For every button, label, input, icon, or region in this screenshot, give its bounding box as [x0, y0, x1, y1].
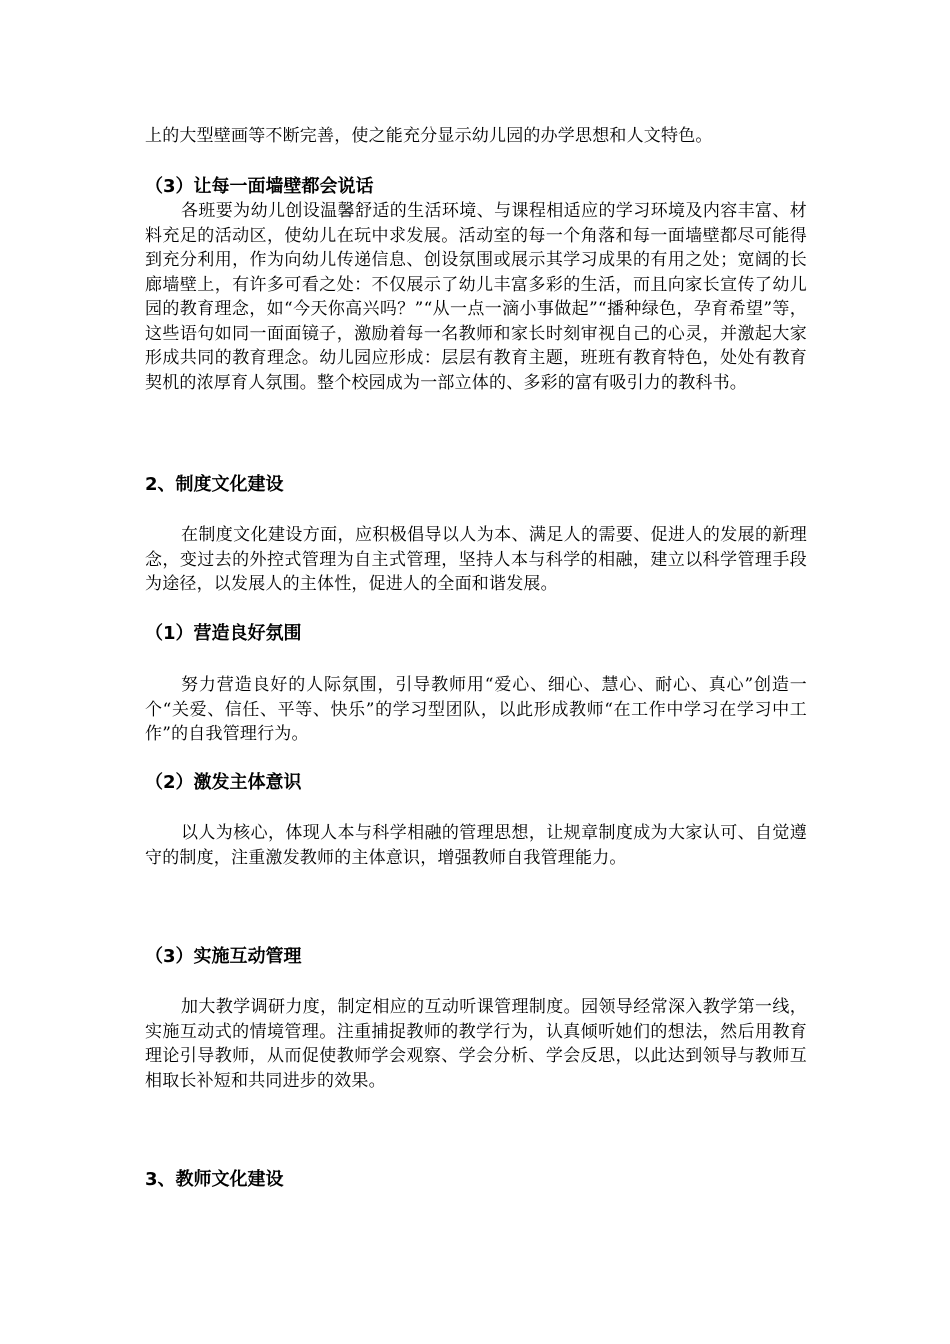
- paragraph-interactive-management: 加大教学调研力度，制定相应的互动听课管理制度。园领导经常深入教学第一线，实施互动式的情境管理。注重捕捉教师的教学行为，认真倾听她们的想法，然后用教育理论引导教师，从而促使教师学会观察、学会分析、学会反思，以此达到领导与教师互相取长补短和共同进步的效果。: [145, 997, 807, 1091]
- paragraph-system-culture: 在制度文化建设方面，应积极倡导以人为本、满足人的需要、促进人的发展的新理念，变过去的外控式管理为自主式管理，坚持人本与科学的相融，建立以科学管理手段为途径，以发展人的主体性，促进人的全面和谐发展。: [145, 525, 807, 594]
- paragraph-atmosphere: 努力营造良好的人际氛围，引导教师用“爱心、细心、慧心、耐心、真心”创造一个“关爱、信任、平等、快乐”的学习型团队，以此形成教师“在工作中学习在学习中工作”的自我管理行为。: [145, 675, 807, 744]
- heading-system-culture: 2、制度文化建设: [145, 474, 284, 495]
- heading-teacher-culture: 3、教师文化建设: [145, 1169, 284, 1190]
- paragraph-wall-talk: 各班要为幼儿创设温馨舒适的生活环境、与课程相适应的学习环境及内容丰富、材料充足的活动区，使幼儿在玩中求发展。活动室的每一个角落和每一面墙壁都尽可能得到充分利用，作为向幼儿传递信息、创设氛围或展示其学习成果的有用之处；宽阔的长廊墙壁上，有许多可看之处：不仅展示了幼儿丰富多彩的生活，而且向家长宣传了幼儿园的教育理念，如“今天你高兴吗？”“从一点一滴小事做起”“播种绿色，孕育希望”等，这些语句如同一面面镜子，激励着每一名教师和家长时刻审视自己的心灵，并激起大家形成共同的教育理念。幼儿园应形成：层层有教育主题，班班有教育特色，处处有教育契机的浓厚育人氛围。整个校园成为一部立体的、多彩的富有吸引力的教科书。: [145, 201, 807, 393]
- heading-atmosphere: （1）营造良好氛围: [145, 623, 302, 644]
- heading-interactive-management: （3）实施互动管理: [145, 946, 302, 967]
- paragraph-subject-awareness: 以人为核心，体现人本与科学相融的管理思想，让规章制度成为大家认可、自觉遵守的制度，注重激发教师的主体意识，增强教师自我管理能力。: [145, 823, 807, 868]
- heading-subject-awareness: （2）激发主体意识: [145, 772, 302, 793]
- heading-wall-talk: （3）让每一面墙壁都会说话: [145, 176, 374, 197]
- paragraph-intro-tail: 上的大型壁画等不断完善，使之能充分显示幼儿园的办学思想和人文特色。: [145, 126, 713, 146]
